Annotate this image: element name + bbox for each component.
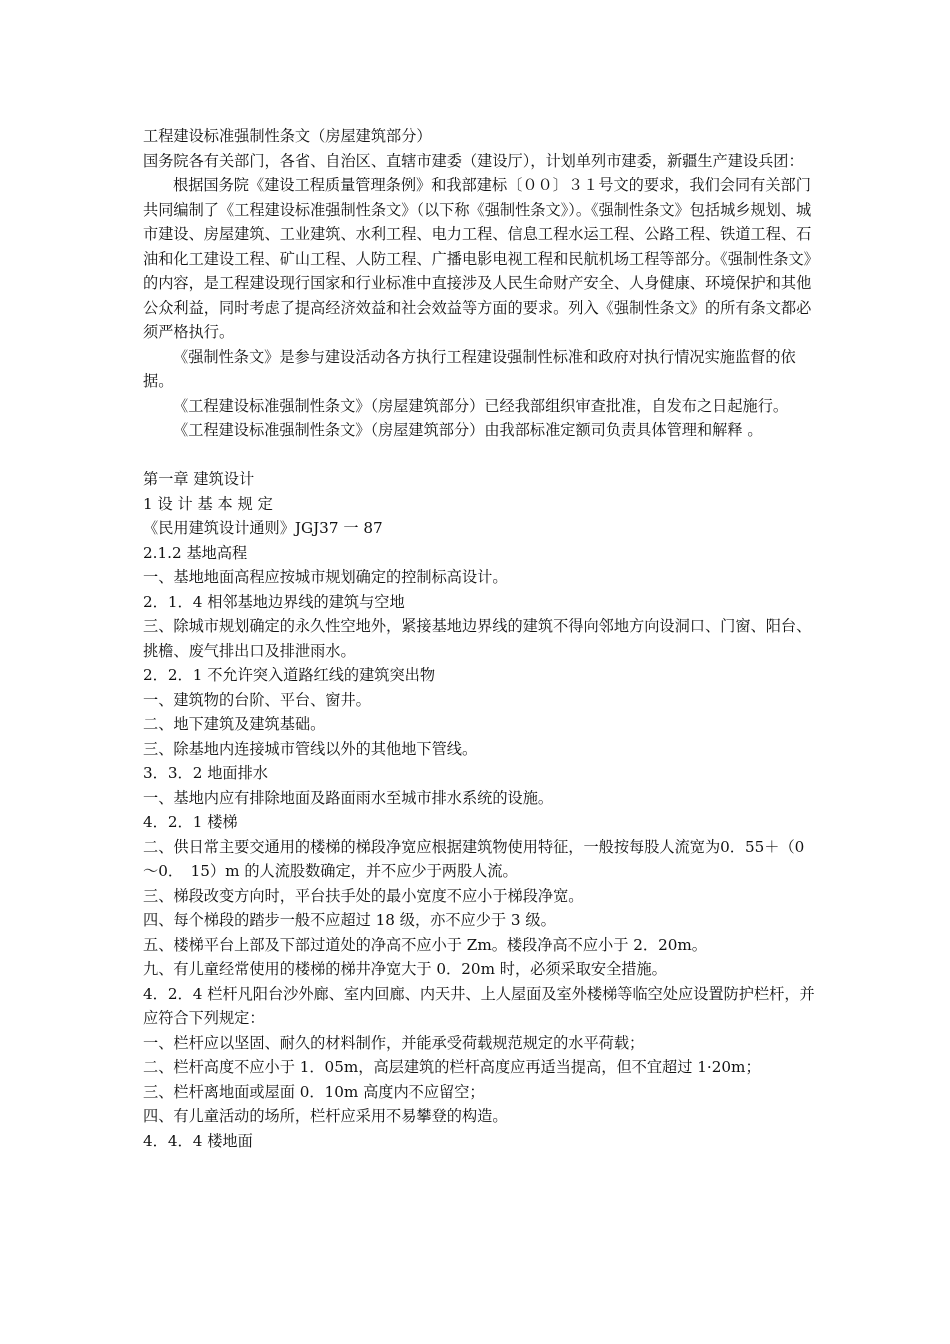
- clause-heading: 4．2．1 楼梯: [143, 813, 238, 831]
- section-heading: 1 设 计 基 本 规 定: [143, 494, 273, 513]
- clause-item: 四、有儿童活动的场所，栏杆应采用不易攀登的构造。: [143, 1107, 508, 1125]
- clause-item: 一、基地地面高程应按城市规划确定的控制标高设计。: [143, 568, 508, 586]
- document-page: [143, 124, 815, 1153]
- standard-reference: 《民用建筑设计通则》JGJ37 一 87: [143, 519, 383, 537]
- clause-item: 二、栏杆高度不应小于 1．05m，高层建筑的栏杆高度应再适当提高，但不宜超过 1·20m；: [143, 1058, 761, 1076]
- clause-item: 三、除城市规划确定的永久性空地外，紧接基地边界线的建筑不得向邻地方向设洞口、门窗、阳台、挑檐、废气排出口及排泄雨水。: [143, 617, 812, 660]
- preface-addressee: 国务院各有关部门，各省、自治区、直辖市建委（建设厅），计划单列市建委，新疆生产建设兵团：: [143, 151, 804, 170]
- clause-item: 五、楼梯平台上部及下部过道处的净高不应小于 Zm。楼段净高不应小于 2．20m。: [143, 935, 707, 954]
- clause-item: 一、建筑物的台阶、平台、窗井。: [143, 690, 371, 709]
- chapter-heading: 第一章 建筑设计: [143, 470, 255, 488]
- clause-item: 一、栏杆应以坚固、耐久的材料制作，并能承受荷载规范规定的水平荷载；: [143, 1033, 645, 1052]
- preface-paragraph: 《强制性条文》是参与建设活动各方执行工程建设强制性标准和政府对执行情况实施监督的依据。: [143, 347, 796, 390]
- clause-item: 二、供日常主要交通用的楼梯的梯段净宽应根据建筑物使用特征，一般按每股人流宽为0．55＋（0～0． 15）m 的人流股数确定，并不应少于两股人流。: [143, 837, 805, 880]
- clause-heading: 4．2．4 栏杆凡阳台沙外廊、室内回廊、内天井、上人屋面及室外楼梯等临空处应设置防护栏杆，并应符合下列规定：: [143, 984, 815, 1027]
- document-title: 工程建设标准强制性条文（房屋建筑部分）: [143, 127, 432, 145]
- clause-item: 九、有儿童经常使用的楼梯的梯井净宽大于 0．20m 时，必须采取安全措施。: [143, 960, 667, 978]
- clause-heading: 2．2．1 不允许突入道路红线的建筑突出物: [143, 666, 436, 684]
- preface-paragraph: 《工程建设标准强制性条文》（房屋建筑部分）由我部标准定额司负责具体管理和解释 。: [173, 421, 763, 439]
- clause-item: 二、地下建筑及建筑基础。: [143, 715, 326, 733]
- preface-paragraph: 根据国务院《建设工程质量管理条例》和我部建标〔００〕３１号文的要求，我们会同有关部门共同编制了《工程建设标准强制性条文》（以下称《强制性条文》）。《强制性条文》包括城乡规划、城市建设、房屋建筑、工业建筑、水利工程、电力工程、信息工程水运工程、公路工程、铁道工程、石油和化工建设工程、矿山工程、人防工程、广播电影电视工程和民航机场工程等部分。《强制性条文》的内容，是工程建设现行国家和行业标准中直接涉及人民生命财产安全、人身健康、环境保护和其他公众利益，同时考虑了提高经济效益和社会效益等方面的要求。列入《强制性条文》的所有条文都必须严格执行。: [143, 176, 812, 341]
- clause-item: 三、栏杆离地面或屋面 0．10m 高度内不应留空；: [143, 1082, 485, 1101]
- clause-heading: 4．4．4 楼地面: [143, 1131, 253, 1150]
- clause-item: 四、每个梯段的踏步一般不应超过 18 级，亦不应少于 3 级。: [143, 911, 556, 929]
- clause-heading: 2．1．4 相邻基地边界线的建筑与空地: [143, 592, 405, 611]
- preface-paragraph: 《工程建设标准强制性条文》（房屋建筑部分）已经我部组织审查批准，自发布之日起施行。: [173, 396, 789, 415]
- clause-heading: 2.1.2 基地高程: [143, 543, 248, 562]
- clause-heading: 3．3．2 地面排水: [143, 764, 268, 782]
- clause-item: 三、梯段改变方向时，平台扶手处的最小宽度不应小于梯段净宽。: [143, 886, 584, 905]
- clause-item: 一、基地内应有排除地面及路面雨水至城市排水系统的设施。: [143, 788, 554, 807]
- section-spacer: [143, 443, 815, 468]
- clause-item: 三、除基地内连接城市管线以外的其他地下管线。: [143, 739, 478, 758]
